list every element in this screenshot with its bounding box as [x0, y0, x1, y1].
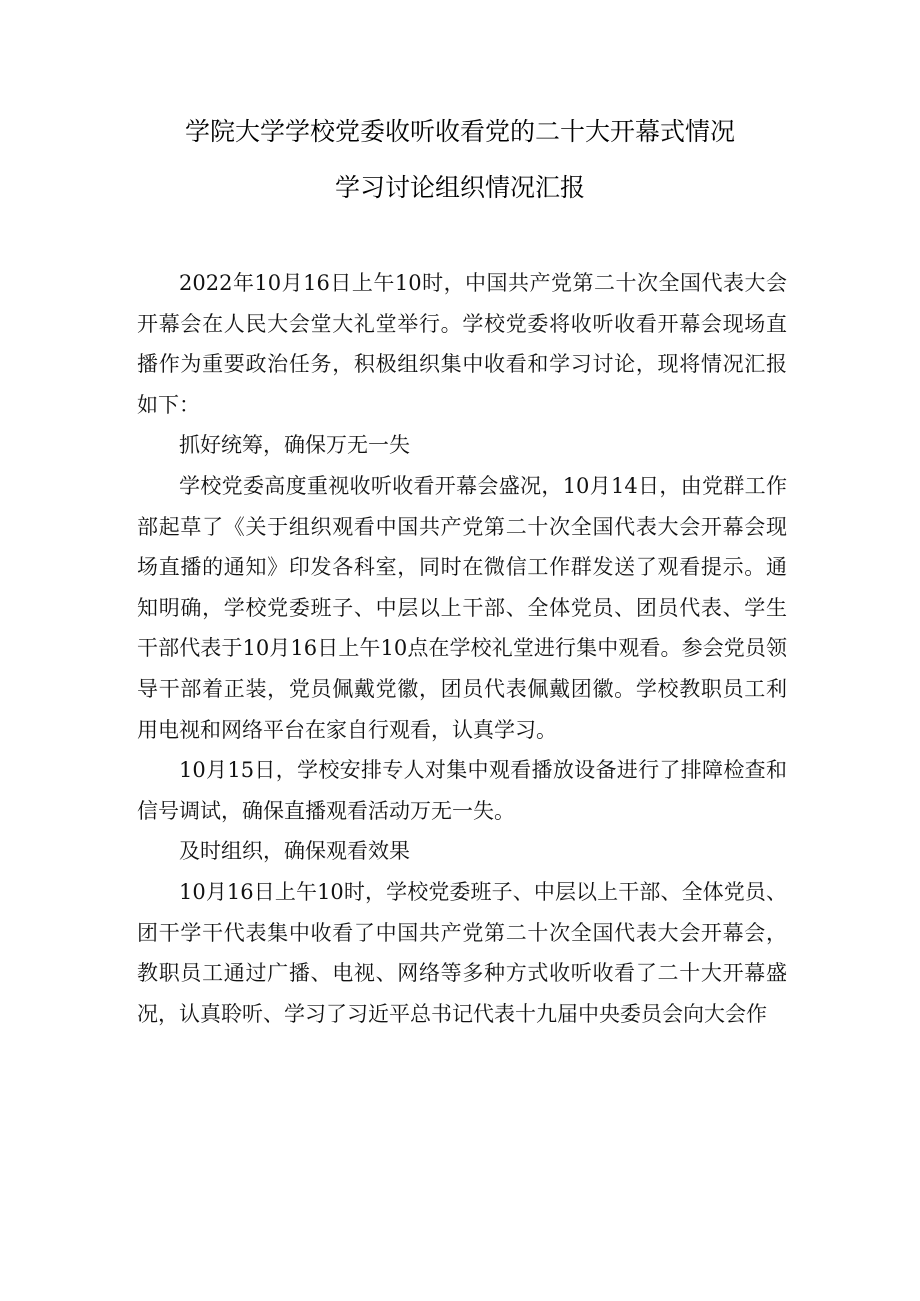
section-heading-coordination: 抓好统筹，确保万无一失 — [179, 433, 410, 458]
document-title-line-2: 学习讨论组织情况汇报 — [334, 173, 585, 202]
section-heading-organization: 及时组织，确保观看效果 — [179, 839, 410, 864]
paragraph-intro: 2022年10月16日上午10时，中国共产党第二十次全国代表大会开幕会在人民大会堂大礼堂举行。学校党委将收听收看开幕会现场直播作为重要政治任务，积极组织集中收看和学习讨论，现将情况汇报如下： — [137, 271, 787, 417]
paragraph-notice: 学校党委高度重视收听收看开幕会盛况，10月14日，由党群工作部起草了《关于组织观看中国共产党第二十次全国代表大会开幕会现场直播的通知》印发各科室，同时在微信工作群发送了观看提示。通知明确，学校党委班子、中层以上干部、全体党员、团员代表、学生干部代表于10月16日上午10点在学校礼堂进行集中观看。参会党员领导干部着正装，党员佩戴党徽，团员代表佩戴团徽。学校教职员工利用电视和网络平台在家自行观看，认真学习。 — [137, 473, 787, 742]
document-title-line-1: 学院大学学校党委收听收看党的二十大开幕式情况 — [184, 117, 735, 146]
document-body — [137, 263, 787, 1034]
paragraph-viewing: 10月16日上午10时，学校党委班子、中层以上干部、全体党员、团干学干代表集中收看了中国共产党第二十次全国代表大会开幕会，教职员工通过广播、电视、网络等多种方式收听收看了二十大开幕盛况，认真聆听、学习了习近平总书记代表十九届中央委员会向大会作 — [137, 879, 787, 1026]
paragraph-equipment-check: 10月15日，学校安排专人对集中观看播放设备进行了排障检查和信号调试，确保直播观看活动万无一失。 — [137, 758, 787, 823]
